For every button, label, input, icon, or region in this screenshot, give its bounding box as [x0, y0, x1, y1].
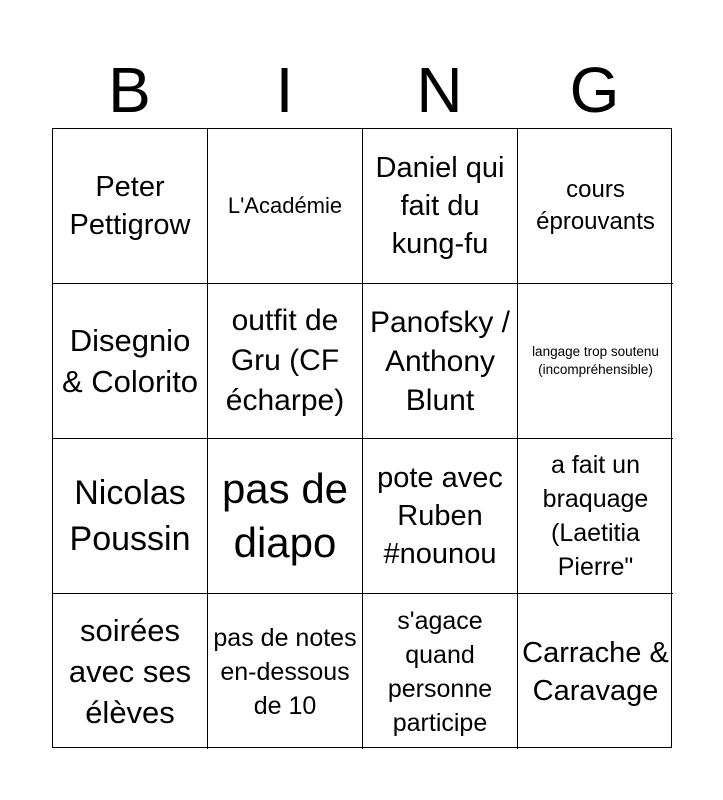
- bingo-cell[interactable]: [518, 594, 673, 749]
- bingo-header: [52, 52, 672, 128]
- bingo-cell[interactable]: [208, 284, 363, 439]
- bingo-cell[interactable]: [363, 439, 518, 594]
- bingo-cell[interactable]: [363, 594, 518, 749]
- cell-text: s'agace quand personne participe: [387, 606, 493, 737]
- header-letter-i: I: [275, 54, 294, 126]
- cell-text: Nicolas Poussin: [69, 474, 191, 558]
- cell-text: outfit de Gru (CF écharpe): [225, 304, 345, 417]
- cell-text: Daniel qui fait du kung-fu: [375, 152, 505, 260]
- bingo-cell[interactable]: [518, 129, 673, 284]
- cell-text: cours éprouvants: [536, 176, 655, 235]
- bingo-cell[interactable]: [363, 284, 518, 439]
- bingo-cell[interactable]: [208, 439, 363, 594]
- bingo-cell[interactable]: [53, 594, 208, 749]
- bingo-cell[interactable]: [53, 284, 208, 439]
- header-letter-b: B: [108, 54, 151, 126]
- bingo-cell[interactable]: [363, 129, 518, 284]
- bingo-cell[interactable]: [208, 129, 363, 284]
- cell-text: langage trop soutenu (incompréhensible): [532, 344, 659, 377]
- cell-text: Disegnio & Colorito: [61, 323, 199, 399]
- bingo-cell[interactable]: [53, 439, 208, 594]
- bingo-cell[interactable]: [518, 284, 673, 439]
- bingo-cell[interactable]: [208, 594, 363, 749]
- header-letter-g: G: [569, 54, 620, 126]
- bingo-cell[interactable]: [53, 129, 208, 284]
- cell-text: pas de diapo: [221, 465, 349, 566]
- cell-text: Carrache & Caravage: [522, 636, 669, 707]
- cell-text: L'Académie: [227, 193, 343, 218]
- cell-text: Panofsky / Anthony Blunt: [369, 305, 511, 417]
- cell-text: Peter Pettigrow: [69, 171, 191, 241]
- cell-text: pas de notes en-dessous de 10: [213, 623, 357, 720]
- bingo-cell[interactable]: [518, 439, 673, 594]
- cell-text: pote avec Ruben #nounou: [377, 462, 503, 570]
- cell-text: a fait un braquage (Laetitia Pierre": [542, 451, 649, 581]
- header-letter-n: N: [416, 54, 463, 126]
- cell-text: soirées avec ses élèves: [68, 613, 192, 730]
- bingo-grid: [52, 128, 672, 748]
